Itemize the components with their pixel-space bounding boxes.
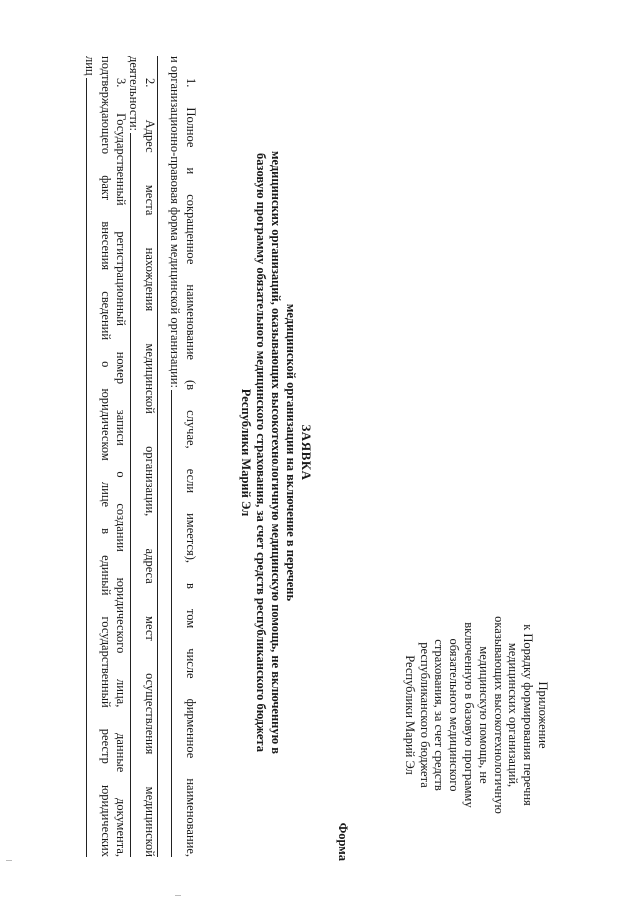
- item-3-text-end: лиц: [83, 56, 98, 76]
- title-line: Республики Марий Эл: [239, 388, 253, 517]
- appendix-line: включенную в базовую программу: [462, 622, 477, 808]
- appendix-line: страхования, за счет средств: [432, 639, 447, 791]
- item-3-text-cont: подтверждающего факт внесения сведений о юридическом лице в единый государственный реестр юридических: [99, 56, 114, 857]
- appendix-line: обязательного медицинского: [447, 638, 462, 792]
- appendix-line: медицинскую помощь, не: [476, 646, 491, 784]
- appendix-line: медицинских организаций,: [506, 642, 521, 788]
- document-title: [238, 60, 314, 845]
- appendix-line: к Порядку формирования перечня: [521, 624, 536, 806]
- item-3-text: 3. Государственный регистрационный номер записи о создании юридического лица, данные документа,: [113, 78, 128, 857]
- item-1-answer-line[interactable]: [171, 390, 183, 857]
- item-1-text: 1. Полное и сокращенное наименование (в случае, если имеется), в том числе фирменное наименование,: [184, 78, 198, 857]
- appendix-line: Республики Марий Эл: [402, 655, 417, 775]
- title-line: базовую программу обязательного медицинского страхования, за счет средств республиканского бюджета: [254, 153, 268, 752]
- appendix-note: [402, 565, 550, 865]
- item-1-continuation: [169, 56, 184, 857]
- appendix-line: оказывающих высокотехнологичную: [491, 616, 506, 814]
- item-2-text: 2. Адрес места нахождения медицинской организации, адреса мест осуществления медицинской: [142, 78, 157, 857]
- appendix-line: Приложение: [536, 681, 550, 749]
- title-line: медицинской организации на включение в перечень: [284, 303, 298, 602]
- form-body: [84, 56, 198, 857]
- item-3-continuation: [84, 56, 99, 857]
- title-line: медицинских организаций, оказывающих высокотехнологичную медицинскую помощь, не включенную в: [269, 150, 283, 755]
- form-label: Форма: [336, 822, 350, 861]
- item-2-continuation: [128, 56, 143, 857]
- item-2-text-cont: деятельности:: [127, 56, 142, 132]
- item-2-answer-line[interactable]: [130, 133, 142, 857]
- scan-margin-mark: [175, 895, 181, 896]
- item-1-text-cont: и организационно-правовая форма медицинской организации:: [168, 56, 183, 388]
- item-3-answer-line[interactable]: [86, 78, 98, 857]
- scan-margin-mark: [6, 860, 12, 861]
- appendix-line: республиканского бюджета: [417, 642, 432, 788]
- title-heading: ЗАЯВКА: [299, 424, 314, 481]
